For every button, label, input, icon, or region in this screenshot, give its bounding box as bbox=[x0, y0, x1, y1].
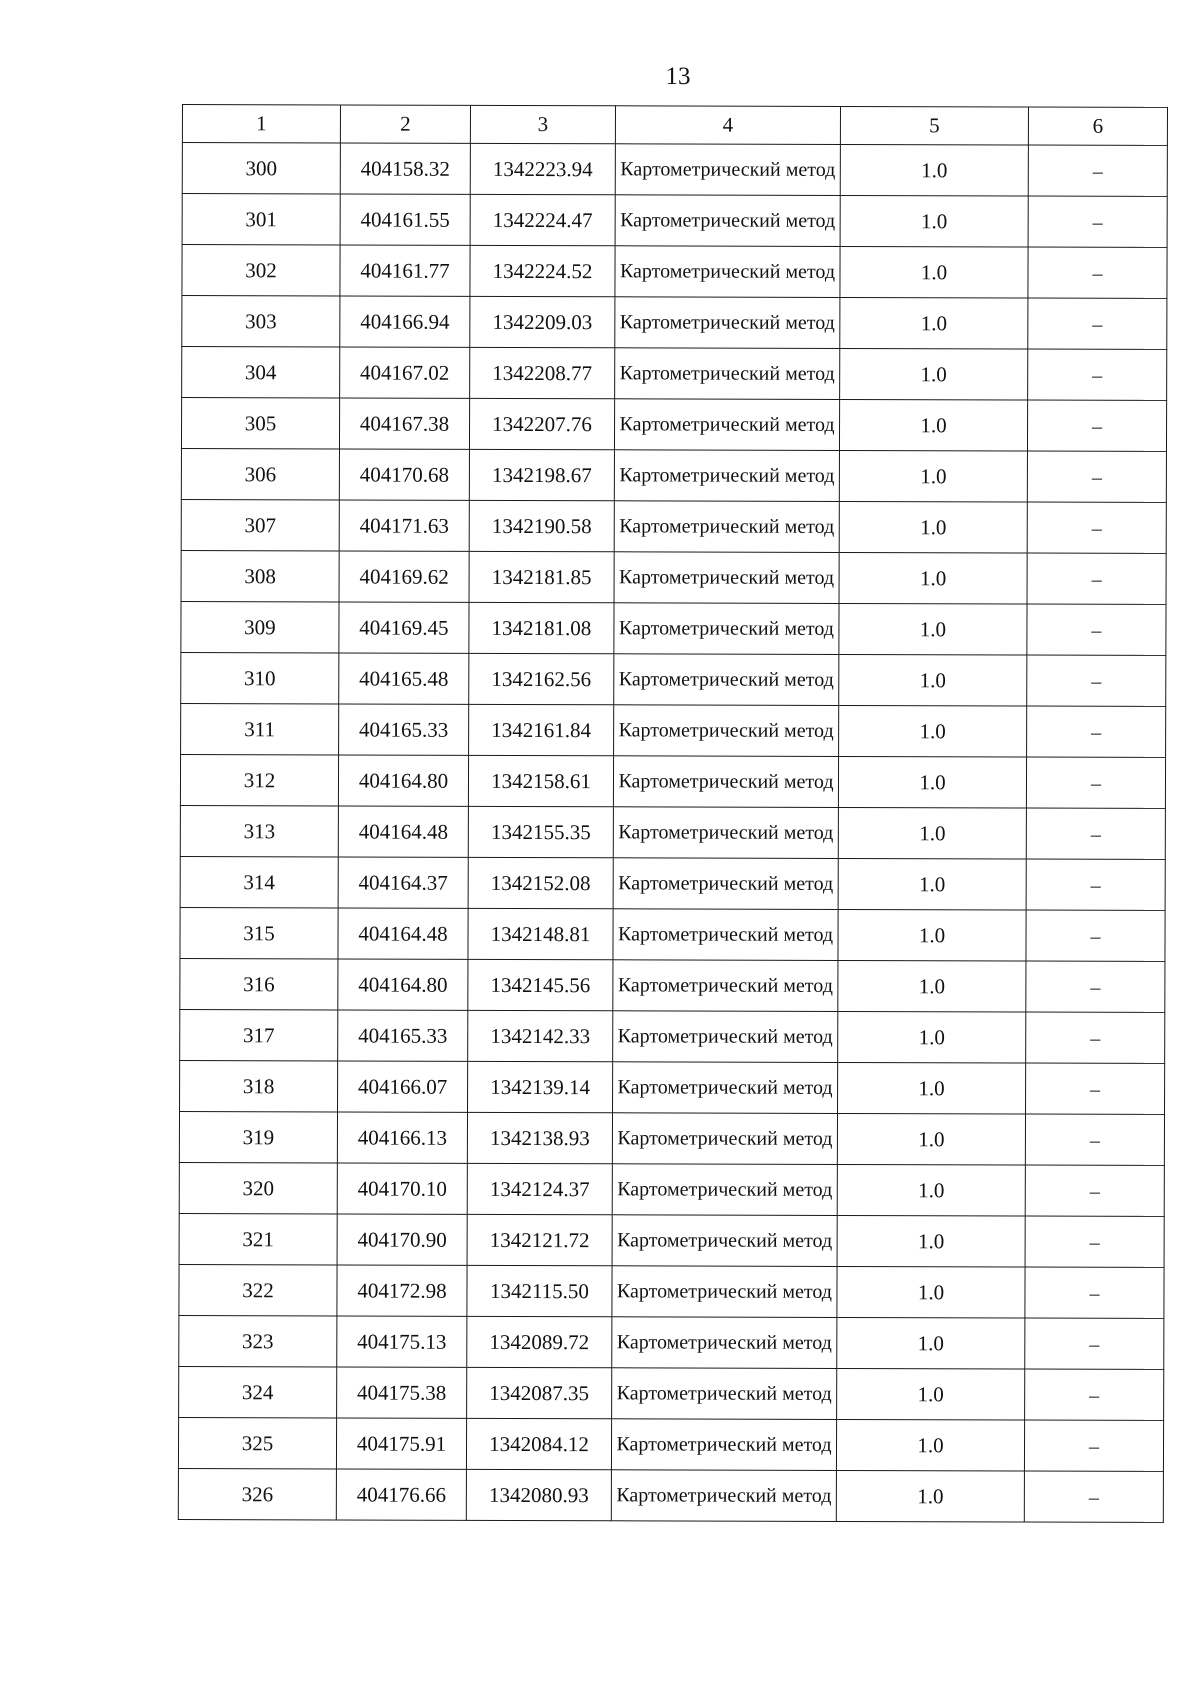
x-coordinate-cell: 404158.32 bbox=[340, 143, 470, 194]
accuracy-cell: 1.0 bbox=[839, 501, 1027, 553]
method-cell-text: Картометрический метод bbox=[618, 770, 834, 793]
method-cell-text: Картометрический метод bbox=[617, 1025, 833, 1048]
x-coordinate-cell: 404165.33 bbox=[339, 704, 469, 755]
note-cell bbox=[1027, 604, 1166, 655]
coordinates-table bbox=[178, 104, 1168, 1523]
note-cell bbox=[1025, 1165, 1164, 1216]
method-cell bbox=[615, 297, 840, 349]
note-cell-text: – bbox=[1090, 925, 1101, 948]
column-header: 5 bbox=[840, 106, 1028, 145]
method-cell bbox=[612, 1266, 837, 1318]
x-coordinate-cell: 404176.66 bbox=[336, 1469, 466, 1520]
method-cell bbox=[615, 144, 840, 196]
y-coordinate-cell: 1342084.12 bbox=[466, 1418, 611, 1469]
note-cell-text: – bbox=[1088, 1435, 1100, 1458]
point-number-cell: 307 bbox=[181, 499, 339, 550]
table-row bbox=[178, 1417, 1163, 1471]
note-cell-text: – bbox=[1092, 211, 1103, 234]
x-coordinate-cell: 404166.13 bbox=[337, 1112, 467, 1163]
column-header: 1 bbox=[182, 105, 340, 143]
y-coordinate-cell: 1342142.33 bbox=[468, 1010, 613, 1061]
table-row bbox=[178, 1468, 1163, 1522]
note-cell-text: – bbox=[1089, 1129, 1100, 1152]
x-coordinate-cell: 404175.38 bbox=[337, 1367, 467, 1418]
accuracy-cell: 1.0 bbox=[839, 399, 1027, 451]
note-cell bbox=[1027, 553, 1166, 604]
accuracy-cell: 1.0 bbox=[837, 1317, 1025, 1369]
x-coordinate-cell: 404170.10 bbox=[337, 1163, 467, 1214]
y-coordinate-cell: 1342158.61 bbox=[468, 755, 613, 806]
x-coordinate-cell: 404161.55 bbox=[340, 194, 470, 245]
y-coordinate-cell: 1342181.85 bbox=[469, 551, 614, 602]
method-cell-text: Картометрический метод bbox=[619, 413, 835, 436]
method-cell-text: Картометрический метод bbox=[619, 566, 835, 589]
column-header: 4 bbox=[615, 106, 840, 145]
method-cell bbox=[613, 1011, 838, 1063]
table-row bbox=[181, 499, 1166, 553]
accuracy-cell: 1.0 bbox=[837, 1113, 1025, 1165]
note-cell-text: – bbox=[1090, 976, 1101, 999]
accuracy-cell: 1.0 bbox=[838, 960, 1026, 1012]
method-cell-text: Картометрический метод bbox=[616, 1382, 832, 1405]
method-cell-text: Картометрический метод bbox=[617, 1076, 833, 1099]
point-number-cell: 311 bbox=[181, 703, 339, 754]
column-header: 6 bbox=[1028, 107, 1167, 145]
note-cell bbox=[1026, 961, 1165, 1012]
method-cell bbox=[615, 348, 840, 400]
method-cell-text: Картометрический метод bbox=[618, 617, 835, 640]
method-cell-text: Картометрический метод bbox=[617, 1178, 833, 1201]
method-cell-text: Картометрический метод bbox=[619, 464, 835, 487]
point-number-cell: 302 bbox=[182, 245, 340, 296]
method-cell-text: Картометрический метод bbox=[617, 1229, 833, 1252]
method-cell bbox=[614, 501, 839, 553]
table-row bbox=[182, 347, 1167, 401]
table-row bbox=[179, 1366, 1164, 1420]
method-cell bbox=[611, 1470, 836, 1522]
table-row bbox=[182, 194, 1167, 248]
method-cell-text: Картометрический метод bbox=[617, 974, 833, 997]
note-cell-text: – bbox=[1090, 874, 1101, 897]
method-cell-text: Картометрический метод bbox=[620, 209, 836, 232]
method-cell bbox=[613, 807, 838, 859]
method-cell-text: Картометрический метод bbox=[618, 821, 834, 844]
table-row bbox=[181, 550, 1166, 604]
y-coordinate-cell: 1342207.76 bbox=[469, 398, 614, 449]
method-cell-text: Картометрический метод bbox=[618, 872, 834, 895]
point-number-cell: 313 bbox=[180, 805, 338, 856]
method-cell bbox=[611, 1419, 836, 1471]
note-cell bbox=[1028, 349, 1167, 400]
method-cell-text: Картометрический метод bbox=[619, 515, 835, 538]
method-cell bbox=[615, 195, 840, 247]
note-cell bbox=[1028, 247, 1167, 298]
point-number-cell: 315 bbox=[180, 907, 338, 958]
point-number-cell: 310 bbox=[181, 652, 339, 703]
y-coordinate-cell: 1342161.84 bbox=[469, 704, 614, 755]
point-number-cell: 322 bbox=[179, 1264, 337, 1315]
x-coordinate-cell: 404165.33 bbox=[338, 1010, 468, 1061]
x-coordinate-cell: 404166.94 bbox=[340, 296, 470, 347]
x-coordinate-cell: 404167.38 bbox=[339, 398, 469, 449]
table-row bbox=[179, 1162, 1164, 1216]
accuracy-cell: 1.0 bbox=[837, 1215, 1025, 1267]
table-row bbox=[181, 652, 1166, 706]
point-number-cell: 319 bbox=[179, 1111, 337, 1162]
note-cell bbox=[1027, 502, 1166, 553]
accuracy-cell: 1.0 bbox=[837, 1266, 1025, 1318]
accuracy-cell: 1.0 bbox=[836, 1419, 1024, 1471]
note-cell bbox=[1025, 1114, 1164, 1165]
x-coordinate-cell: 404170.90 bbox=[337, 1214, 467, 1265]
x-coordinate-cell: 404164.48 bbox=[338, 908, 468, 959]
accuracy-cell: 1.0 bbox=[839, 552, 1027, 604]
note-cell bbox=[1026, 910, 1165, 961]
table-row bbox=[179, 1264, 1164, 1318]
note-cell bbox=[1026, 1063, 1165, 1114]
x-coordinate-cell: 404171.63 bbox=[339, 500, 469, 551]
note-cell bbox=[1026, 757, 1165, 808]
accuracy-cell: 1.0 bbox=[840, 195, 1028, 247]
y-coordinate-cell: 1342152.08 bbox=[468, 857, 613, 908]
point-number-cell: 321 bbox=[179, 1213, 337, 1264]
x-coordinate-cell: 404161.77 bbox=[340, 245, 470, 296]
y-coordinate-cell: 1342138.93 bbox=[467, 1112, 612, 1163]
note-cell bbox=[1025, 1369, 1164, 1420]
x-coordinate-cell: 404164.80 bbox=[338, 959, 468, 1010]
table-row bbox=[180, 1060, 1165, 1114]
method-cell bbox=[613, 756, 838, 808]
method-cell bbox=[614, 450, 839, 502]
method-cell-text: Картометрический метод bbox=[619, 260, 836, 283]
column-header: 2 bbox=[340, 105, 470, 143]
y-coordinate-cell: 1342139.14 bbox=[468, 1061, 613, 1112]
y-coordinate-cell: 1342162.56 bbox=[469, 653, 614, 704]
point-number-cell: 326 bbox=[178, 1468, 336, 1519]
note-cell-text: – bbox=[1091, 466, 1102, 489]
accuracy-cell: 1.0 bbox=[838, 807, 1026, 859]
note-cell bbox=[1028, 196, 1167, 247]
point-number-cell: 301 bbox=[182, 194, 340, 245]
y-coordinate-cell: 1342224.52 bbox=[470, 245, 615, 296]
note-cell-text: – bbox=[1089, 1282, 1100, 1305]
point-number-cell: 306 bbox=[181, 448, 339, 499]
method-cell bbox=[614, 603, 839, 655]
note-cell bbox=[1028, 298, 1167, 349]
accuracy-cell: 1.0 bbox=[838, 858, 1026, 910]
note-cell bbox=[1025, 1267, 1164, 1318]
accuracy-cell: 1.0 bbox=[838, 1011, 1026, 1063]
method-cell-text: Картометрический метод bbox=[616, 1433, 832, 1456]
y-coordinate-cell: 1342209.03 bbox=[470, 296, 615, 347]
x-coordinate-cell: 404169.62 bbox=[339, 551, 469, 602]
x-coordinate-cell: 404170.68 bbox=[339, 449, 469, 500]
y-coordinate-cell: 1342155.35 bbox=[468, 806, 613, 857]
y-coordinate-cell: 1342224.47 bbox=[470, 194, 615, 245]
note-cell bbox=[1025, 1318, 1164, 1369]
table-row bbox=[182, 296, 1167, 350]
x-coordinate-cell: 404175.13 bbox=[337, 1316, 467, 1367]
accuracy-cell: 1.0 bbox=[839, 450, 1027, 502]
point-number-cell: 324 bbox=[179, 1366, 337, 1417]
x-coordinate-cell: 404164.48 bbox=[338, 806, 468, 857]
note-cell-text: – bbox=[1089, 1333, 1100, 1356]
x-coordinate-cell: 404169.45 bbox=[339, 602, 469, 653]
note-cell-text: – bbox=[1092, 364, 1103, 387]
accuracy-cell: 1.0 bbox=[839, 603, 1027, 655]
y-coordinate-cell: 1342121.72 bbox=[467, 1214, 612, 1265]
point-number-cell: 304 bbox=[182, 347, 340, 398]
column-header: 3 bbox=[470, 105, 615, 143]
y-coordinate-cell: 1342181.08 bbox=[469, 602, 614, 653]
note-cell bbox=[1027, 400, 1166, 451]
accuracy-cell: 1.0 bbox=[837, 1368, 1025, 1420]
point-number-cell: 325 bbox=[178, 1417, 336, 1468]
y-coordinate-cell: 1342115.50 bbox=[467, 1265, 612, 1316]
note-cell-text: – bbox=[1091, 721, 1102, 744]
method-cell bbox=[613, 960, 838, 1012]
accuracy-cell: 1.0 bbox=[838, 756, 1026, 808]
note-cell-text: – bbox=[1089, 1180, 1100, 1203]
method-cell bbox=[613, 1062, 838, 1114]
y-coordinate-cell: 1342190.58 bbox=[469, 500, 614, 551]
method-cell bbox=[612, 1317, 837, 1369]
point-number-cell: 317 bbox=[180, 1009, 338, 1060]
note-cell bbox=[1024, 1420, 1163, 1471]
table-row bbox=[181, 601, 1166, 655]
method-cell bbox=[612, 1164, 837, 1216]
note-cell-text: – bbox=[1089, 1231, 1100, 1254]
point-number-cell: 318 bbox=[180, 1060, 338, 1111]
x-coordinate-cell: 404165.48 bbox=[339, 653, 469, 704]
table-header-row bbox=[182, 105, 1167, 146]
note-cell-text: – bbox=[1090, 772, 1102, 795]
accuracy-cell: 1.0 bbox=[839, 705, 1027, 757]
method-cell-text: Картометрический метод bbox=[618, 668, 834, 691]
table-row bbox=[179, 1111, 1164, 1165]
method-cell-text: Картометрический метод bbox=[619, 311, 835, 334]
table-row bbox=[180, 1009, 1165, 1063]
method-cell-text: Картометрический метод bbox=[620, 158, 836, 181]
method-cell bbox=[614, 552, 839, 604]
method-cell-text: Картометрический метод bbox=[619, 362, 835, 385]
note-cell-text: – bbox=[1090, 1078, 1101, 1101]
method-cell bbox=[612, 1215, 837, 1267]
x-coordinate-cell: 404175.91 bbox=[336, 1418, 466, 1469]
point-number-cell: 308 bbox=[181, 550, 339, 601]
method-cell bbox=[612, 1368, 837, 1420]
method-cell-text: Картометрический метод bbox=[616, 1484, 832, 1507]
page-number: 13 bbox=[665, 63, 691, 90]
method-cell-text: Картометрический метод bbox=[616, 1331, 832, 1354]
y-coordinate-cell: 1342080.93 bbox=[466, 1469, 611, 1520]
x-coordinate-cell: 404164.80 bbox=[338, 755, 468, 806]
point-number-cell: 309 bbox=[181, 601, 339, 652]
note-cell-text: – bbox=[1088, 1486, 1099, 1509]
point-number-cell: 305 bbox=[181, 398, 339, 449]
y-coordinate-cell: 1342208.77 bbox=[470, 347, 615, 398]
note-cell bbox=[1027, 706, 1166, 757]
point-number-cell: 303 bbox=[182, 296, 340, 347]
note-cell-text: – bbox=[1092, 313, 1103, 336]
y-coordinate-cell: 1342148.81 bbox=[468, 908, 613, 959]
x-coordinate-cell: 404167.02 bbox=[340, 347, 470, 398]
method-cell-text: Картометрический метод bbox=[616, 1280, 833, 1303]
accuracy-cell: 1.0 bbox=[836, 1470, 1024, 1522]
y-coordinate-cell: 1342145.56 bbox=[468, 959, 613, 1010]
accuracy-cell: 1.0 bbox=[840, 144, 1028, 196]
note-cell bbox=[1026, 859, 1165, 910]
note-cell-text: – bbox=[1091, 619, 1102, 642]
method-cell-text: Картометрический метод bbox=[617, 1127, 833, 1150]
accuracy-cell: 1.0 bbox=[837, 1164, 1025, 1216]
note-cell-text: – bbox=[1091, 568, 1102, 591]
table-row bbox=[181, 398, 1166, 452]
y-coordinate-cell: 1342124.37 bbox=[467, 1163, 612, 1214]
y-coordinate-cell: 1342087.35 bbox=[467, 1367, 612, 1418]
note-cell-text: – bbox=[1090, 1027, 1101, 1050]
note-cell bbox=[1026, 808, 1165, 859]
table-row bbox=[180, 856, 1165, 910]
accuracy-cell: 1.0 bbox=[840, 297, 1028, 349]
y-coordinate-cell: 1342198.67 bbox=[469, 449, 614, 500]
note-cell bbox=[1026, 1012, 1165, 1063]
method-cell bbox=[612, 1113, 837, 1165]
table-row bbox=[180, 907, 1165, 961]
accuracy-cell: 1.0 bbox=[840, 246, 1028, 298]
table-row bbox=[179, 1315, 1164, 1369]
note-cell bbox=[1027, 655, 1166, 706]
table-row bbox=[180, 958, 1165, 1012]
note-cell-text: – bbox=[1092, 415, 1103, 438]
note-cell bbox=[1025, 1216, 1164, 1267]
method-cell bbox=[613, 858, 838, 910]
method-cell bbox=[615, 246, 840, 298]
y-coordinate-cell: 1342089.72 bbox=[467, 1316, 612, 1367]
point-number-cell: 314 bbox=[180, 856, 338, 907]
x-coordinate-cell: 404172.98 bbox=[337, 1265, 467, 1316]
point-number-cell: 316 bbox=[180, 958, 338, 1009]
note-cell-text: – bbox=[1089, 1384, 1100, 1407]
x-coordinate-cell: 404164.37 bbox=[338, 857, 468, 908]
point-number-cell: 320 bbox=[179, 1162, 337, 1213]
table-row bbox=[179, 1213, 1164, 1267]
note-cell-text: – bbox=[1092, 160, 1103, 183]
note-cell-text: – bbox=[1090, 823, 1101, 846]
method-cell-text: Картометрический метод bbox=[618, 719, 834, 742]
point-number-cell: 323 bbox=[179, 1315, 337, 1366]
accuracy-cell: 1.0 bbox=[839, 654, 1027, 706]
accuracy-cell: 1.0 bbox=[838, 909, 1026, 961]
table-row bbox=[182, 245, 1167, 299]
point-number-cell: 300 bbox=[182, 143, 340, 194]
method-cell bbox=[614, 705, 839, 757]
note-cell-text: – bbox=[1091, 517, 1102, 540]
method-cell bbox=[613, 909, 838, 961]
note-cell-text: – bbox=[1092, 262, 1103, 285]
note-cell bbox=[1024, 1471, 1163, 1522]
note-cell bbox=[1027, 451, 1166, 502]
method-cell-text: Картометрический метод bbox=[617, 923, 834, 946]
y-coordinate-cell: 1342223.94 bbox=[470, 143, 615, 194]
x-coordinate-cell: 404166.07 bbox=[338, 1061, 468, 1112]
table-row bbox=[182, 143, 1167, 197]
accuracy-cell: 1.0 bbox=[838, 1062, 1026, 1114]
table-row bbox=[180, 754, 1165, 808]
table-row bbox=[181, 448, 1166, 502]
point-number-cell: 312 bbox=[180, 754, 338, 805]
note-cell bbox=[1028, 145, 1167, 196]
method-cell bbox=[614, 399, 839, 451]
accuracy-cell: 1.0 bbox=[840, 348, 1028, 400]
note-cell-text: – bbox=[1091, 670, 1102, 693]
table-row bbox=[180, 805, 1165, 859]
method-cell bbox=[614, 654, 839, 706]
table-row bbox=[181, 703, 1166, 757]
